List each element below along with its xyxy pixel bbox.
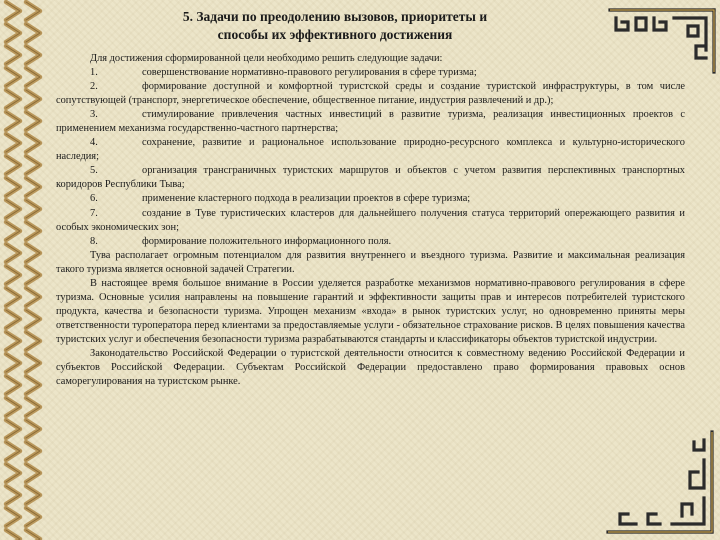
task-item-3	[56, 108, 685, 136]
task-item-5	[56, 164, 685, 192]
task-item-6	[56, 192, 685, 206]
task-number: 5.	[90, 165, 98, 177]
task-number: 1.	[90, 67, 98, 79]
task-number: 7.	[90, 207, 98, 219]
title-line-2: способы их эффективного достижения	[217, 27, 453, 42]
task-text: применение кластерного подхода в реализации проектов в сфере туризма;	[142, 193, 471, 205]
task-text: создание в Туве туристических кластеров для дальнейшего получения статуса территорий опережающего развития и особых экономических зон;	[56, 207, 685, 233]
task-number: 4.	[90, 137, 98, 149]
document-body	[56, 52, 685, 389]
task-number: 8.	[90, 235, 98, 247]
title-line-1: 5. Задачи по преодолению вызовов, приоритеты и	[182, 9, 488, 24]
body-paragraph-2: В настоящее время большое внимание в России уделяется разработке механизмов нормативно-правового регулирования в сфере туризма. Основные усилия направлены на повышение гарантий и эффективности защиты прав и интересов потребителей туристского продукта, качества и безопасности туризма. Упрощен механизм «входа» в рынок туристских услуг, но одновременно приняты меры ответственности туроператора перед клиентами за предоставляемые услуги - обязательное страхование рисков. В целях повышения качества туристских услуг и обеспечения безопасности туризма разрабатываются стандарты и классификаторы объектов туристской индустрии.	[56, 277, 685, 345]
task-number: 2.	[90, 81, 98, 93]
task-text: формирование положительного информационного поля.	[142, 235, 392, 247]
body-paragraph-1: Тува располагает огромным потенциалом для развития внутреннего и въездного туризма. Развитие и максимальная реализация такого туризма является основной задачей Стратегии.	[56, 249, 685, 275]
page-title	[140, 8, 530, 44]
task-text: совершенствование нормативно-правового регулирования в сфере туризма;	[142, 67, 477, 79]
task-number: 3.	[90, 109, 98, 121]
task-text: сохранение, развитие и рациональное использование природно-ресурсного комплекса и культурно-исторического наследия;	[56, 137, 685, 163]
task-item-7	[56, 207, 685, 235]
left-ornament-border	[0, 0, 46, 540]
task-number: 6.	[90, 193, 98, 205]
task-text: стимулирование привлечения частных инвестиций в развитие туризма, реализация инвестиционных проектов с применением механизма государственно-частного партнерства;	[56, 109, 685, 135]
task-text: формирование доступной и комфортной туристской среды и создание туристской инфраструктуры, в том числе сопутствующей (транспорт, энергетическое обеспечение, общественное питание, индустрия развлечений и др.);	[56, 81, 685, 107]
bottom-right-ornament	[600, 428, 720, 540]
task-item-4	[56, 136, 685, 164]
task-item-8	[56, 235, 685, 249]
task-item-1	[56, 66, 685, 80]
intro-paragraph: Для достижения сформированной цели необходимо решить следующие задачи:	[90, 53, 443, 64]
task-text: организация трансграничных туристских маршрутов и объектов с учетом развития перспективных транспортных коридоров Республики Тыва;	[56, 165, 685, 191]
body-paragraph-3: Законодательство Российской Федерации о туристской деятельности относится к совместному ведению Российской Федерации и субъектов Российской Федерации. Субъектам Российской Федерации предоставлено право формирования правовых основ саморегулирования на туристском рынке.	[56, 347, 685, 388]
task-item-2	[56, 80, 685, 108]
